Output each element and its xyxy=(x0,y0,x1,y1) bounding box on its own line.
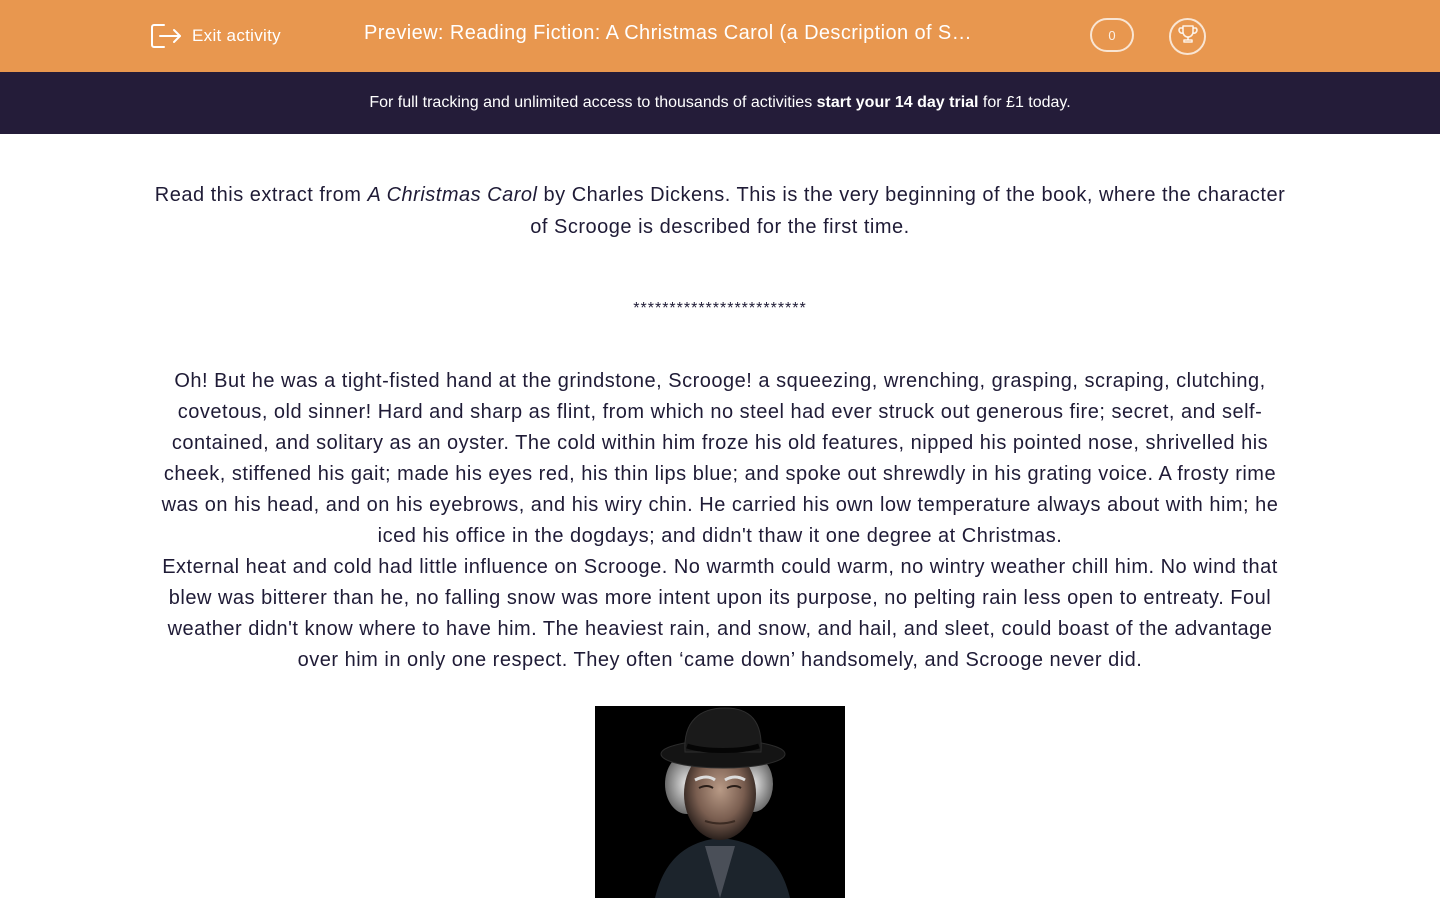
intro-before: Read this extract from xyxy=(154,184,368,206)
intro-text xyxy=(150,179,1290,243)
intro-after: by Charles Dickens. This is the very beginning of the book, where the character of Scrooge is described for the first time. xyxy=(530,184,1286,238)
trophy-button[interactable] xyxy=(1169,18,1206,55)
activity-content xyxy=(150,179,1290,898)
extract-text xyxy=(150,366,1290,676)
top-bar xyxy=(0,0,1440,72)
trial-link[interactable]: start your 14 day trial xyxy=(816,94,979,111)
trophy-icon xyxy=(1177,23,1199,50)
banner-text-after: for £1 today. xyxy=(978,94,1071,111)
extract-paragraph-1: Oh! But he was a tight-fisted hand at the grindstone, Scrooge! a squeezing, wrenching, grasping, scraping, clutching, covetous, old sinner! Hard and sharp as flint, from which no steel had ever struck out generous fire; secret, and self-contained, and solitary as an oyster. The cold within him froze his old features, nipped his pointed nose, shrivelled his cheek, stiffened his gait; made his eyes red, his thin lips blue; and spoke out shrewdly in his grating voice. A frosty rime was on his head, and on his eyebrows, and his wiry chin. He carried his own low temperature always about with him; he iced his office in the dogdays; and didn't thaw it one degree at Christmas. xyxy=(161,370,1279,547)
book-title: A Christmas Carol xyxy=(367,184,538,206)
separator: ************************ xyxy=(633,300,807,317)
exit-icon xyxy=(150,22,182,50)
exit-activity-button[interactable] xyxy=(150,21,281,51)
banner-text-before: For full tracking and unlimited access to thousands of activities xyxy=(369,94,817,111)
trial-banner xyxy=(0,72,1440,134)
score-badge: 0 xyxy=(1090,18,1134,52)
page-title: Preview: Reading Fiction: A Christmas Carol (a Description of S… xyxy=(364,22,973,44)
exit-activity-label: Exit activity xyxy=(192,26,281,45)
scrooge-portrait-image xyxy=(595,706,845,898)
extract-paragraph-2: External heat and cold had little influence on Scrooge. No warmth could warm, no wintry weather chill him. No wind that blew was bitterer than he, no falling snow was more intent upon its purpose, no pelting rain less open to entreaty. Foul weather didn't know where to have him. The heaviest rain, and snow, and hail, and sleet, could boast of the advantage over him in only one respect. They often ‘came down’ handsomely, and Scrooge never did. xyxy=(162,556,1278,671)
